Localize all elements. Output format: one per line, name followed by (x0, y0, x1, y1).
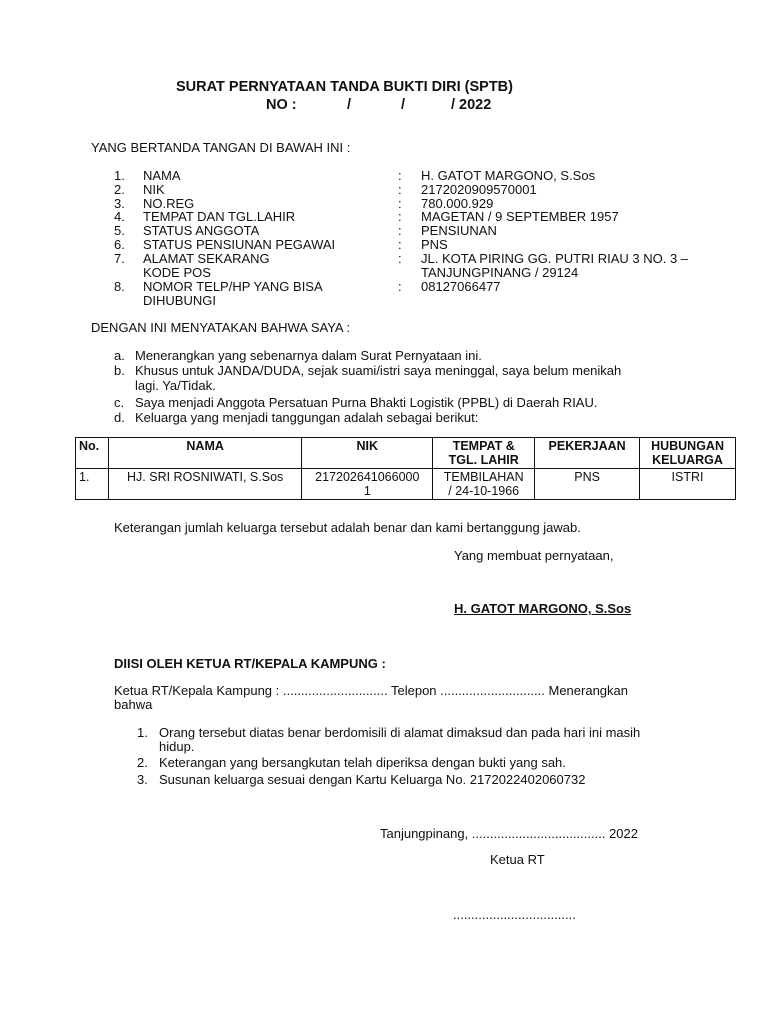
field-row-telp (0, 280, 768, 308)
declaration-text-line2: lagi. Ya/Tidak. (135, 378, 216, 393)
declaration-marker: b. (114, 363, 125, 378)
header-ttl-line1: TEMPAT & (452, 439, 515, 453)
rt-item-text: Susunan keluarga sesuai dengan Kartu Keluarga No. 2172022402060732 (159, 772, 586, 787)
field-row-status-anggota (0, 224, 768, 238)
cell-ttl-line2: / 24-10-1966 (448, 484, 520, 498)
cell-hubungan-text: ISTRI (671, 470, 704, 484)
cell-nama (108, 469, 301, 500)
header-no (76, 438, 109, 469)
declaration-item-a (0, 349, 768, 363)
header-no-text: No. (79, 439, 100, 453)
field-row-alamat (0, 252, 768, 280)
header-ttl-line2: TGL. LAHIR (448, 453, 519, 467)
header-ttl (433, 438, 535, 469)
field-row-nama (0, 169, 768, 183)
rt-item-marker: 3. (137, 772, 148, 787)
field-number: 4. (114, 209, 125, 224)
field-number: 2. (114, 182, 125, 197)
field-label: ALAMAT SEKARANG (143, 251, 270, 266)
cell-ttl (433, 469, 535, 500)
field-value: PENSIUNAN (421, 223, 497, 238)
header-hubungan (640, 438, 736, 469)
declaration-text: Saya menjadi Anggota Persatuan Purna Bhakti Logistik (PPBL) di Daerah RIAU. (135, 395, 598, 410)
field-colon: : (398, 168, 402, 183)
cell-nama-text: HJ. SRI ROSNIWATI, S.Sos (127, 470, 284, 484)
field-number: 8. (114, 279, 125, 294)
field-label: TEMPAT DAN TGL.LAHIR (143, 209, 296, 224)
header-nama (108, 438, 301, 469)
table-row (76, 469, 736, 500)
field-colon: : (398, 196, 402, 211)
rt-item-text-line2: hidup. (159, 739, 195, 754)
cell-nik-line1: 217202641066000 (315, 470, 420, 484)
field-label: STATUS PENSIUNAN PEGAWAI (143, 237, 336, 252)
signature-caption: Yang membuat pernyataan, (454, 548, 614, 563)
field-colon: : (398, 223, 402, 238)
intro-text: YANG BERTANDA TANGAN DI BAWAH INI : (91, 140, 351, 155)
cell-nik (302, 469, 433, 500)
cell-pekerjaan-text: PNS (574, 470, 600, 484)
field-value: MAGETAN / 9 SEPTEMBER 1957 (421, 209, 619, 224)
cell-ttl-line1: TEMBILAHAN (443, 470, 524, 484)
header-nik (302, 438, 433, 469)
document-number-slash-2: / (401, 97, 406, 113)
cell-hubungan (640, 469, 736, 500)
field-colon: : (398, 237, 402, 252)
field-value: H. GATOT MARGONO, S.Sos (421, 168, 596, 183)
header-pekerjaan-text: PEKERJAAN (548, 439, 626, 453)
field-number: 3. (114, 196, 125, 211)
field-number: 1. (114, 168, 125, 183)
field-value: 2172020909570001 (421, 182, 537, 197)
field-number: 7. (114, 251, 125, 266)
declaration-item-c (0, 396, 768, 410)
declaration-heading: DENGAN INI MENYATAKAN BAHWA SAYA : (91, 320, 351, 335)
ketua-rt-signature-line: .................................. (453, 907, 576, 922)
field-colon: : (398, 279, 402, 294)
header-nik-text: NIK (356, 439, 379, 453)
declaration-marker: a. (114, 348, 125, 363)
field-row-nik (0, 183, 768, 197)
document-title: SURAT PERNYATAAN TANDA BUKTI DIRI (SPTB) (176, 79, 513, 95)
field-row-status-pensiunan (0, 238, 768, 252)
header-pekerjaan (535, 438, 640, 469)
rt-item-1 (0, 726, 768, 754)
signature-name: H. GATOT MARGONO, S.Sos (454, 601, 632, 616)
cell-no-text: 1. (79, 470, 90, 484)
field-label: NOMOR TELP/HP YANG BISA (143, 279, 323, 294)
place-date: Tanjungpinang, ..................................... 2022 (380, 826, 638, 841)
declaration-item-b (0, 364, 768, 394)
field-label-line2: DIHUBUNGI (143, 293, 216, 308)
table-header-row (76, 438, 736, 469)
declaration-text: Menerangkan yang sebenarnya dalam Surat Pernyataan ini. (135, 348, 482, 363)
rt-item-marker: 2. (137, 755, 148, 770)
declaration-marker: c. (114, 395, 125, 410)
rt-ketua-line: Ketua RT/Kepala Kampung : ............................. Telepon ............................. Menerangkan (114, 683, 628, 698)
rt-item-text: Orang tersebut diatas benar berdomisili di alamat dimaksud dan pada hari ini masih (159, 725, 641, 740)
rt-ketua-line2: bahwa (114, 697, 153, 712)
document-number-label: NO : (266, 97, 297, 113)
field-colon: : (398, 182, 402, 197)
rt-section-heading: DIISI OLEH KETUA RT/KEPALA KAMPUNG : (114, 656, 386, 671)
field-label: STATUS ANGGOTA (143, 223, 260, 238)
rt-item-marker: 1. (137, 725, 148, 740)
statement-text: Keterangan jumlah keluarga tersebut adalah benar dan kami bertanggung jawab. (114, 520, 581, 535)
field-colon: : (398, 251, 402, 266)
rt-item-3 (0, 773, 768, 787)
rt-item-text: Keterangan yang bersangkutan telah diperiksa dengan bukti yang sah. (159, 755, 566, 770)
header-nama-text: NAMA (186, 439, 224, 453)
document-number-year: / 2022 (451, 97, 492, 113)
declaration-text: Khusus untuk JANDA/DUDA, sejak suami/istri saya meninggal, saya belum menikah (135, 363, 622, 378)
field-row-ttl (0, 210, 768, 224)
field-number: 5. (114, 223, 125, 238)
field-colon: : (398, 209, 402, 224)
field-label: NAMA (143, 168, 181, 183)
field-value: JL. KOTA PIRING GG. PUTRI RIAU 3 NO. 3 – (421, 251, 689, 266)
cell-no (76, 469, 109, 500)
header-hubungan-line2: KELUARGA (652, 453, 723, 467)
field-value: PNS (421, 237, 448, 252)
field-label-line2: KODE POS (143, 265, 211, 280)
header-hubungan-line1: HUBUNGAN (651, 439, 724, 453)
field-label: NO.REG (143, 196, 195, 211)
declaration-text: Keluarga yang menjadi tanggungan adalah sebagai berikut: (135, 410, 479, 425)
field-value-line2: TANJUNGPINANG / 29124 (421, 265, 579, 280)
ketua-rt-label: Ketua RT (490, 852, 545, 867)
cell-pekerjaan (535, 469, 640, 500)
field-value: 780.000.929 (421, 196, 494, 211)
field-value: 08127066477 (421, 279, 501, 294)
rt-item-2 (0, 756, 768, 770)
declaration-item-d (0, 411, 768, 425)
document-number-slash-1: / (347, 97, 352, 113)
family-table (75, 437, 736, 500)
field-number: 6. (114, 237, 125, 252)
field-label: NIK (143, 182, 165, 197)
declaration-marker: d. (114, 410, 125, 425)
cell-nik-line2: 1 (363, 484, 371, 498)
